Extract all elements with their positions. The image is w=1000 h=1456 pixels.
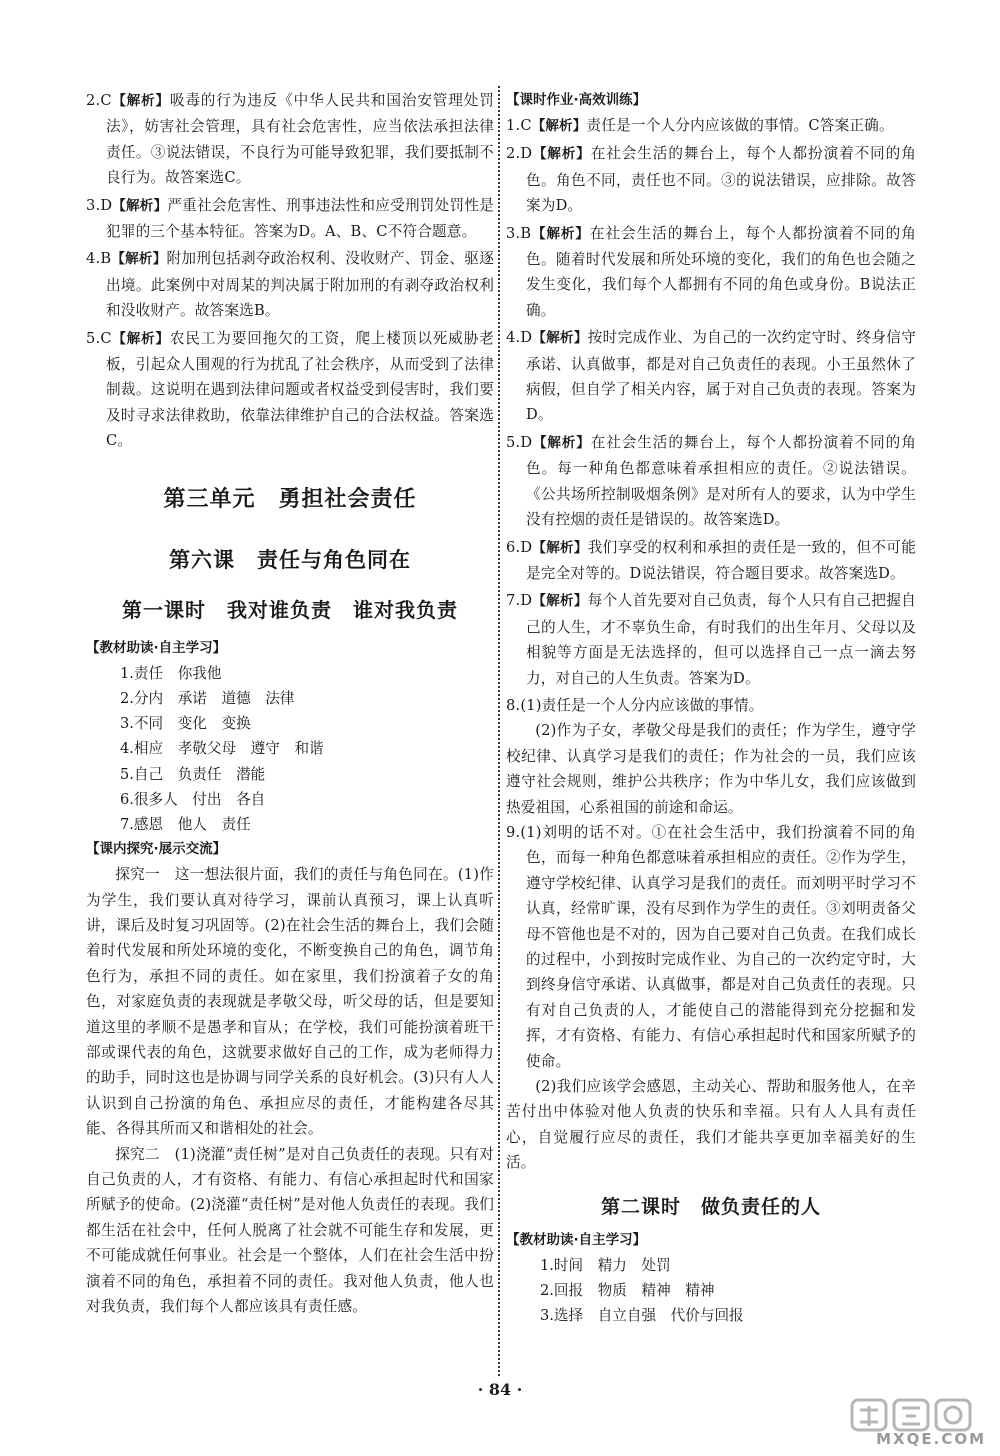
answer-paragraph: (2)我们应该学会感恩，主动关心、帮助和服务他人，在辛苦付出中体验对他人负责的快乐和幸福。只有人人具有责任心，自觉履行应尽的责任，我们才能共享更加幸福美好的生活。 (506, 1078, 916, 1172)
period-title: 第二课时 做负责任的人 (600, 1195, 821, 1218)
answer-list (506, 113, 916, 1176)
right-column (506, 88, 916, 1328)
answer-item: 3.D【解析】严重社会危害性、刑事违法性和应受刑罚处罚性是犯罪的三个基本特征。答案为D。A、B、C不符合题意。 (86, 196, 494, 241)
answer-item: 9.(1)刘明的话不对。①在社会生活中，我们扮演着不同的角色，而每一种角色都意味着承担相应的责任。②作为学生，遵守学校纪律、认真学习是我们的责任。而刘明平时学习不认真，经常旷课，没有尽到作为学生的责任。③刘明责备父母不管他也是不对的，因为自己要对自己负责。在我们成长的过程中，小到按时完成作业、为自己的一次约定守时，大到终身信守承诺、认真做事，都是对自己负责任的表现。只有对自己负责的人，才能使自己的潜能得到充分挖掘和发挥，才有资格、有能力、有信心承担起时代和国家所赋予的使命。 (506, 823, 916, 1070)
lesson-title: 第六课 责任与角色同在 (169, 547, 411, 572)
answer-item: 6.D【解析】我们享受的权利和承担的责任是一致的，但不可能是完全对等的。D说法错误，符合题目要求。故答案选D。 (506, 538, 916, 582)
answer-item: 2.D【解析】在社会生活的舞台上，每个人都扮演着不同的角色。角色不同，责任也不同。③的说法错误，应排除。故答案为D。 (506, 145, 916, 215)
answer-item: 5.D【解析】在社会生活的舞台上，每个人都扮演着不同的角色。每一种角色都意味着承担相应的责任。②说法错误。《公共场所控制吸烟条例》是对所有人的要求，认为中学生没有控烟的责任是错误的。故答案选D。 (506, 433, 916, 529)
list-item: 7.感恩 他人 责任 (120, 815, 251, 833)
list-item: 6.很多人 付出 各自 (120, 790, 266, 808)
period-title: 第一课时 我对谁负责 谁对我负责 (122, 597, 458, 622)
list-item: 4.相应 孝敬父母 遵守 和谐 (120, 740, 324, 758)
section-heading: 【课时作业·高效训练】 (506, 92, 647, 108)
answer-paragraph: (2)作为子女，孝敬父母是我们的责任；作为学生，遵守学校纪律、认真学习是我们的责任；作为社会的一员，我们应该遵守社会规则，维护公共秩序；作为中华儿女，我们应该做到热爱祖国，心系祖国的前途和命运。 (506, 722, 916, 816)
list-item: 3.不同 变化 变换 (120, 715, 251, 733)
section-heading: 【教材助读·自主学习】 (506, 1231, 647, 1248)
watermark-text: MXQE.COM (876, 1430, 986, 1448)
list-item: 3.选择 自立自强 代价与回报 (540, 1307, 744, 1325)
page-number: · 84 · (477, 1380, 523, 1399)
answer-item: 3.B【解析】在社会生活的舞台上，每个人都扮演着不同的角色。随着时代发展和所处环境的变化，我们的角色也会随之发生变化，我们每个人都拥有不同的角色或身份。B说法正确。 (506, 224, 916, 319)
explore-paragraph: 探究一 这一想法很片面，我们的责任与角色同在。(1)作为学生，我们要认真对待学习，课前认真预习，课上认真听讲，课后及时复习巩固等。(2)在社会生活的舞台上，我们会随着时代发展和所处环境的变化，不断变换自己的角色，调节角色行为，承担不同的责任。如在家里，我们扮演着子女的角色，对家庭负责的表现就是孝敬父母，听父母的话，但是要知道这里的孝顺不是愚孝和盲从；在学校，我们可能扮演着班干部或课代表的角色，这就要求做好自己的工作，成为老师得力的助手，同时这也是协调与同学关系的良好机会。(3)只有人人认识到自己扮演的角色、承担应尽的责任，才能构建各尽其能、各得其所而又和谐相处的社会。 (86, 866, 494, 1138)
list-item: 1.时间 精力 处罚 (540, 1256, 671, 1274)
list-item: 2.分内 承诺 道德 法律 (120, 689, 295, 707)
column-divider (498, 86, 500, 1376)
list-item: 2.回报 物质 精神 精神 (540, 1281, 715, 1299)
section-heading: 【课内探究·展示交流】 (86, 841, 227, 858)
unit-title: 第三单元 勇担社会责任 (163, 486, 417, 512)
fill-in-answer-list (86, 661, 494, 837)
answer-item: 1.C【解析】责任是一个人分内应该做的事情。C答案正确。 (506, 117, 894, 134)
answer-item: 4.D【解析】按时完成作业、为自己的一次约定守时、终身信守承诺、认真做事，都是对自己负责任的表现。小王虽然休了病假，但自学了相关内容，属于对自己负责的表现。答案为D。 (506, 329, 916, 424)
answer-list-top (86, 88, 494, 454)
answer-item: 2.C【解析】吸毒的行为违反《中华人民共和国治安管理处罚法》，妨害社会管理，具有社会危害性，应当依法承担法律责任。③说法错误，不良行为可能导致犯罪，我们要抵制不良行为。故答案选C。 (86, 92, 494, 187)
answer-item: 4.B【解析】附加刑包括剥夺政治权利、没收财产、罚金、驱逐出境。此案例中对周某的判决属于附加刑的有剥夺政治权利和没收财产。故答案选B。 (86, 250, 494, 320)
section-heading: 【教材助读·自主学习】 (86, 639, 227, 656)
answer-item: 8.(1)责任是一个人分内应该做的事情。 (506, 696, 764, 714)
watermark (832, 1398, 992, 1452)
list-item: 1.责任 你我他 (120, 664, 222, 682)
left-column (86, 88, 494, 1319)
answer-item: 5.C【解析】农民工为要回拖欠的工资，爬上楼顶以死威胁老板，引起众人围观的行为扰乱了社会秩序，从而受到了法律制裁。这说明在遇到法律问题或者权益受到侵害时，我们要及时寻求法律救助，依靠法律维护自己的合法权益。答案选C。 (86, 329, 494, 450)
fill-in-answer-list (506, 1253, 916, 1329)
explore-paragraph: 探究二 (1)浇灌“责任树”是对自己负责任的表现。只有对自己负责的人，才有资格、有能力、有信心承担起时代和国家所赋予的使命。(2)浇灌“责任树”是对他人负责任的表现。我们都生活在社会中，任何人脱离了社会就不可能生存和发展，更不可能成就任何事业。社会是一个整体，人们在社会生活中扮演着不同的角色，承担着不同的责任。我对他人负责，他人也对我负责，我们每个人都应该具有责任感。 (86, 1145, 494, 1316)
list-item: 5.自己 负责任 潜能 (120, 765, 266, 783)
answer-item: 7.D【解析】每个人首先要对自己负责，每个人只有自己把握自己的人生，才不辜负生命，有时我们的出生年月、父母以及相貌等方面是无法选择的，但可以选择自己一点一滴去努力，对自己的人生负责。答案为D。 (506, 592, 916, 687)
